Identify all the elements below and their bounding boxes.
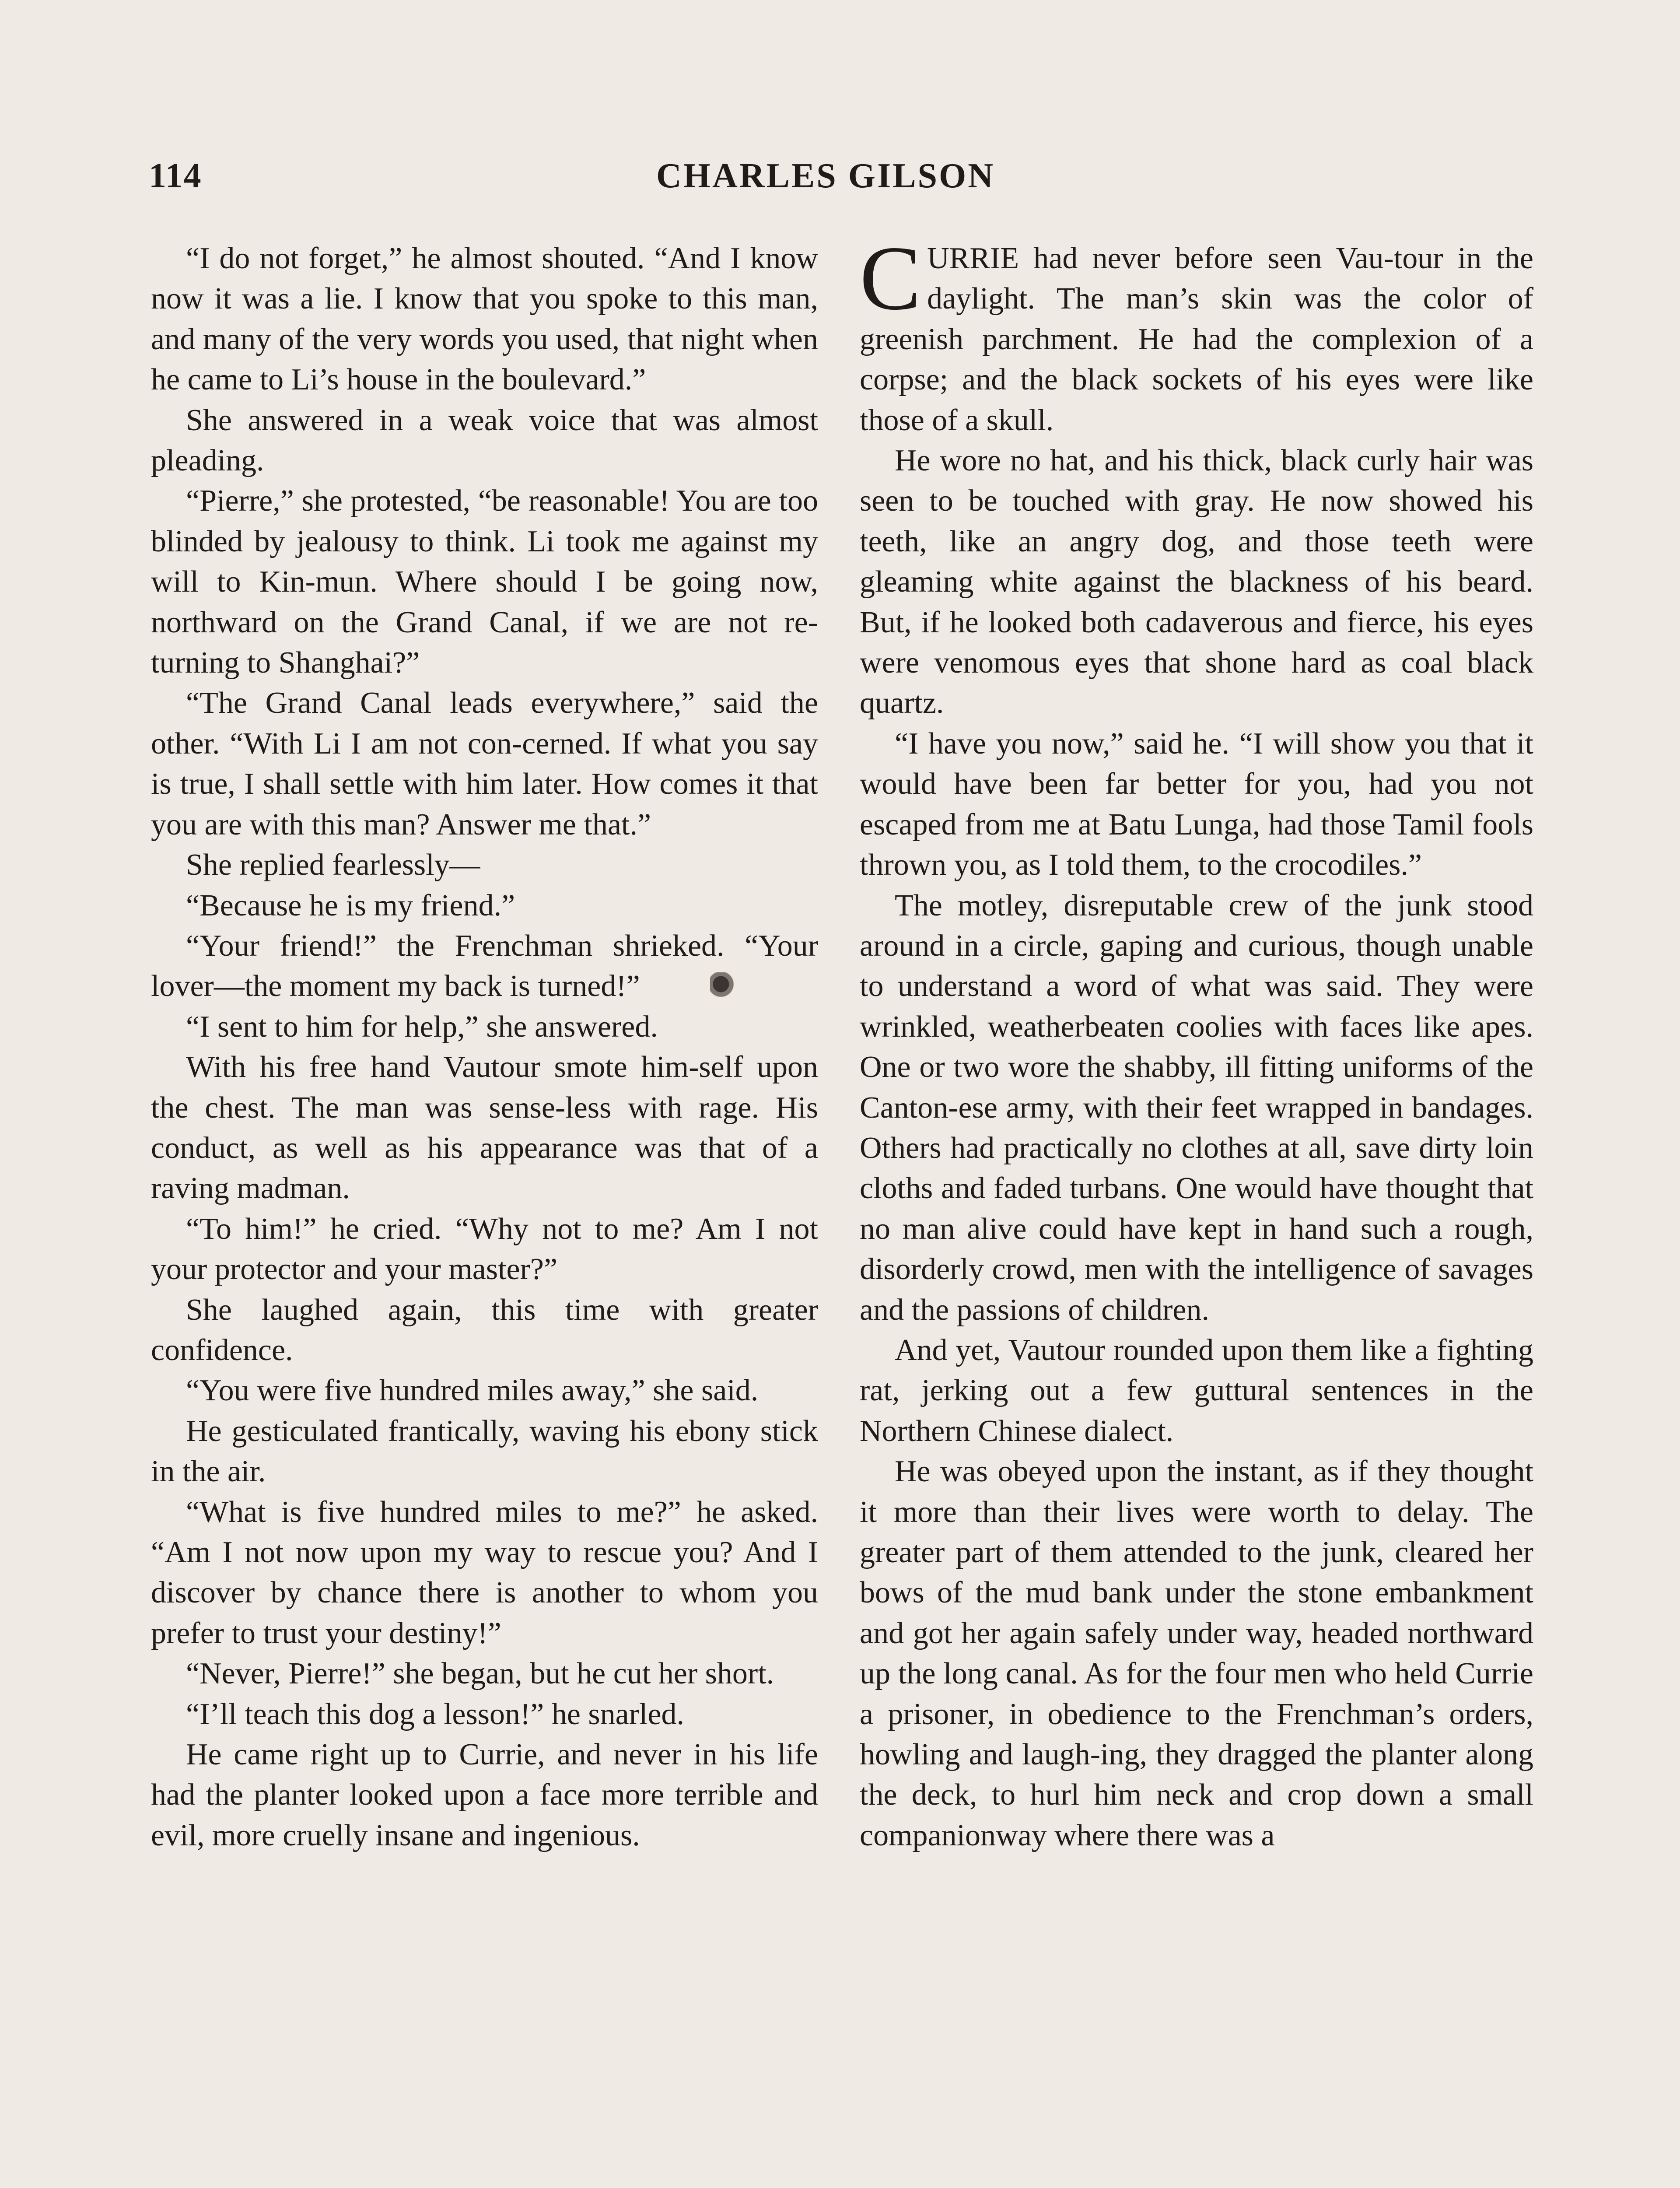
right-text-column [860, 228, 1533, 2188]
paragraph: “To him!” he cried. “Why not to me? Am I not your protector and your master?” [151, 1212, 818, 1287]
paragraph: He was obeyed upon the instant, as if they thought it more than their lives were worth to delay. The greater part of them attended to the junk, cleared her bows of the mud bank under the stone embankment and got her again safely under way, headed northward up the long canal. As for the four men who held Currie a prisoner, in obedience to the Frenchman’s orders, howling and laugh-ing, they dragged the planter along the deck, to hurl him neck and crop down a small companionway where there was a [860, 1455, 1533, 1852]
paragraph-text: “Your friend!” the Frenchman shrieked. “Your lover—the moment my back is turned!” [151, 929, 818, 1003]
paragraph: “Never, Pierre!” she began, but he cut her short. [186, 1657, 774, 1691]
paragraph: “What is five hundred miles to me?” he asked. “Am I not now upon my way to rescue you? And I discover by chance there is another to whom you prefer to trust your destiny!” [151, 1495, 818, 1650]
chapter-opening-paragraph [860, 228, 1533, 441]
opening-text: URRIE had never before seen Vau-tour in the daylight. The man’s skin was the color of greenish parchment. He had the complexion of a corpse; and the black sockets of his eyes were like those of a skull. [860, 242, 1533, 437]
paragraph-with-smudge [151, 926, 818, 1007]
ink-smudge-mark [710, 972, 737, 999]
paragraph: “Pierre,” she protested, “be reasonable! You are too blinded by jealousy to think. Li took me against my will to Kin-mun. Where should I be going now, northward on the Grand Canal, if we are not re-turning to Shanghai?” [151, 484, 818, 680]
paragraph: “I’ll teach this dog a lesson!” he snarled. [186, 1697, 685, 1731]
left-text-column [151, 238, 818, 2188]
paragraph: “I do not forget,” he almost shouted. “And I know now it was a lie. I know that you spoke to this man, and many of the very words you used, that night when he came to Li’s house in the boulevard.” [151, 242, 818, 397]
paragraph: The motley, disreputable crew of the junk stood around in a circle, gaping and curious, though unable to understand a word of what was said. They were wrinkled, weatherbeaten coolies with faces like apes. One or two wore the shabby, ill fitting uniforms of the Canton-ese army, with their feet wrapped in bandages. Others had practically no clothes at all, save dirty loin cloths and faded turbans. One would have thought that no man alive could have kept in hand such a rough, disorderly crowd, men with the intelligence of savages and the passions of children. [860, 888, 1533, 1327]
paragraph: He gesticulated frantically, waving his ebony stick in the air. [151, 1414, 818, 1489]
drop-cap-letter: C [860, 228, 921, 329]
paragraph: “You were five hundred miles away,” she said. [186, 1374, 759, 1408]
paragraph: And yet, Vautour rounded upon them like a fighting rat, jerking out a few guttural sentences in the Northern Chinese dialect. [860, 1333, 1533, 1448]
paragraph: She answered in a weak voice that was almost pleading. [151, 403, 818, 478]
page-number: 114 [149, 156, 202, 195]
paragraph: He came right up to Currie, and never in his life had the planter looked upon a face more terrible and evil, more cruelly insane and ingenious. [151, 1738, 818, 1852]
paragraph: “I have you now,” said he. “I will show you that it would have been far better for you, had you not escaped from me at Batu Lunga, had those Tamil fools thrown you, as I told them, to the crocodiles.” [860, 726, 1533, 882]
paragraph: He wore no hat, and his thick, black curly hair was seen to be touched with gray. He now showed his teeth, like an angry dog, and those teeth were gleaming white against the blackness of his beard. But, if he looked both cadaverous and fierce, his eyes were venomous eyes that shone hard as coal black quartz. [860, 444, 1533, 720]
paragraph: “I sent to him for help,” she answered. [186, 1010, 658, 1044]
paragraph: “The Grand Canal leads everywhere,” said the other. “With Li I am not con-cerned. If what you say is true, I shall settle with him later. How comes it that you are with this man? Answer me that.” [151, 686, 818, 842]
paragraph: With his free hand Vautour smote him-self upon the chest. The man was sense-less with rage. His conduct, as well as his appearance was that of a raving madman. [151, 1050, 818, 1206]
paragraph: She laughed again, this time with greater confidence. [151, 1293, 818, 1367]
paragraph: “Because he is my friend.” [186, 888, 515, 922]
paragraph: She replied fearlessly— [186, 848, 480, 882]
running-title-author: CHARLES GILSON [656, 156, 995, 195]
running-header [149, 154, 1522, 198]
